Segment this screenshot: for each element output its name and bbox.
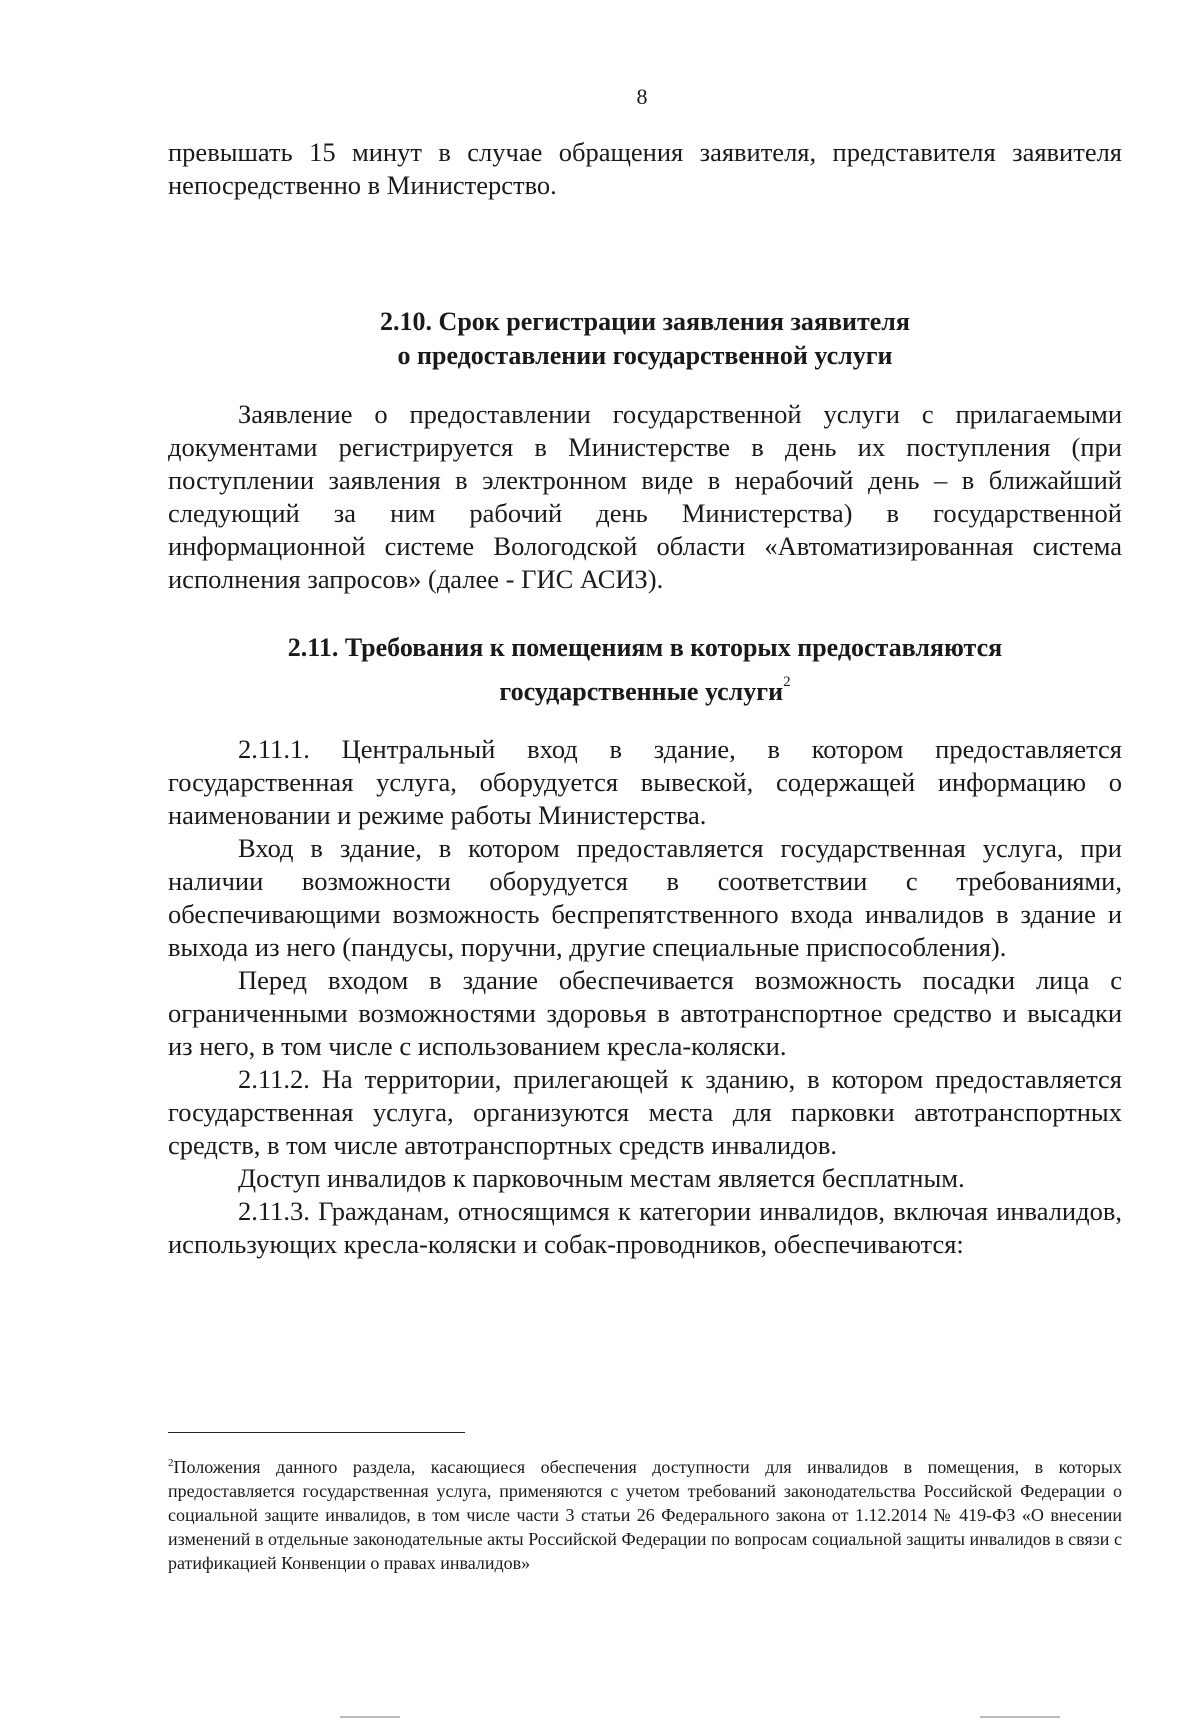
section-2-10-body xyxy=(168,398,1122,596)
paragraph-2-11-1: 2.11.1. Центральный вход в здание, в котором предоставляется государственная услуга, оборудуется вывеской, содержащей информацию о наименовании и режиме работы Министерства. xyxy=(168,734,1122,830)
paragraph-parking-access: Доступ инвалидов к парковочным местам является бесплатным. xyxy=(238,1163,965,1193)
paragraph-entrance: Вход в здание, в котором предоставляется государственная услуга, при наличии возможности оборудуется в соответствии с требованиями, обеспечивающими возможность беспрепятственного входа инвалидов в здание и выхода из него (пандусы, поручни, другие специальные приспособления). xyxy=(168,833,1122,962)
paragraph-2-11-3: 2.11.3. Гражданам, относящимся к категории инвалидов, включая инвалидов, использующих кресла-коляски и собак-проводников, обеспечиваются: xyxy=(168,1196,1122,1259)
paragraph-boarding: Перед входом в здание обеспечивается возможность посадки лица с ограниченными возможностями здоровья в автотранспортное средство и высадки из него, в том числе с использованием кресла-коляски. xyxy=(168,965,1122,1061)
page-number: 8 xyxy=(636,84,648,109)
footnote-mark: 2 xyxy=(168,1457,174,1469)
section-2-11-heading-line2 xyxy=(168,665,1122,709)
footnote-separator xyxy=(168,1432,465,1433)
section-2-11-heading-line1: 2.11. Требования к помещениям в которых предоставляются xyxy=(287,633,1003,662)
section-2-10-heading xyxy=(168,305,1122,373)
footnote-reference: 2 xyxy=(783,674,791,690)
continued-paragraph: превышать 15 минут в случае обращения заявителя, представителя заявителя непосредственно в Министерство. xyxy=(168,137,1122,200)
section-2-11-body xyxy=(168,733,1122,1261)
paragraph-2-11-2: 2.11.2. На территории, прилегающей к зданию, в котором предоставляется государственная услуга, организуются места для парковки автотранспортных средств, в том числе автотранспортных средств инвалидов. xyxy=(168,1064,1122,1160)
section-2-10-heading-line2: о предоставлении государственной услуги xyxy=(397,341,893,370)
scan-artifact xyxy=(340,1716,400,1718)
footnote xyxy=(168,1451,1122,1575)
section-2-11-heading xyxy=(168,631,1122,709)
section-2-11-heading-text: государственные услуги xyxy=(499,677,784,706)
section-2-10-paragraph: Заявление о предоставлении государственной услуги с прилагаемыми документами регистрируется в Министерстве в день их поступления (при поступлении заявления в электронном виде в нерабочий день – в ближайший следующий за ним рабочий день Министерства) в государственной информационной системе Вологодской области «Автоматизированная система исполнения запросов» (далее - ГИС АСИЗ). xyxy=(168,399,1122,594)
section-2-10-heading-line1: 2.10. Срок регистрации заявления заявителя xyxy=(380,307,910,336)
scan-artifact xyxy=(980,1716,1060,1718)
footnote-text: Положения данного раздела, касающиеся обеспечения доступности для инвалидов в помещения, в которых предоставляется государственная услуга, применяются с учетом требований законодательства Российской Федерации о социальной защите инвалидов, в том числе части 3 статьи 26 Федерального закона от 1.12.2014 № 419-ФЗ «О внесении изменений в отдельные законодательные акты Российской Федерации по вопросам социальной защиты инвалидов в связи с ратификацией Конвенции о правах инвалидов» xyxy=(168,1457,1122,1573)
